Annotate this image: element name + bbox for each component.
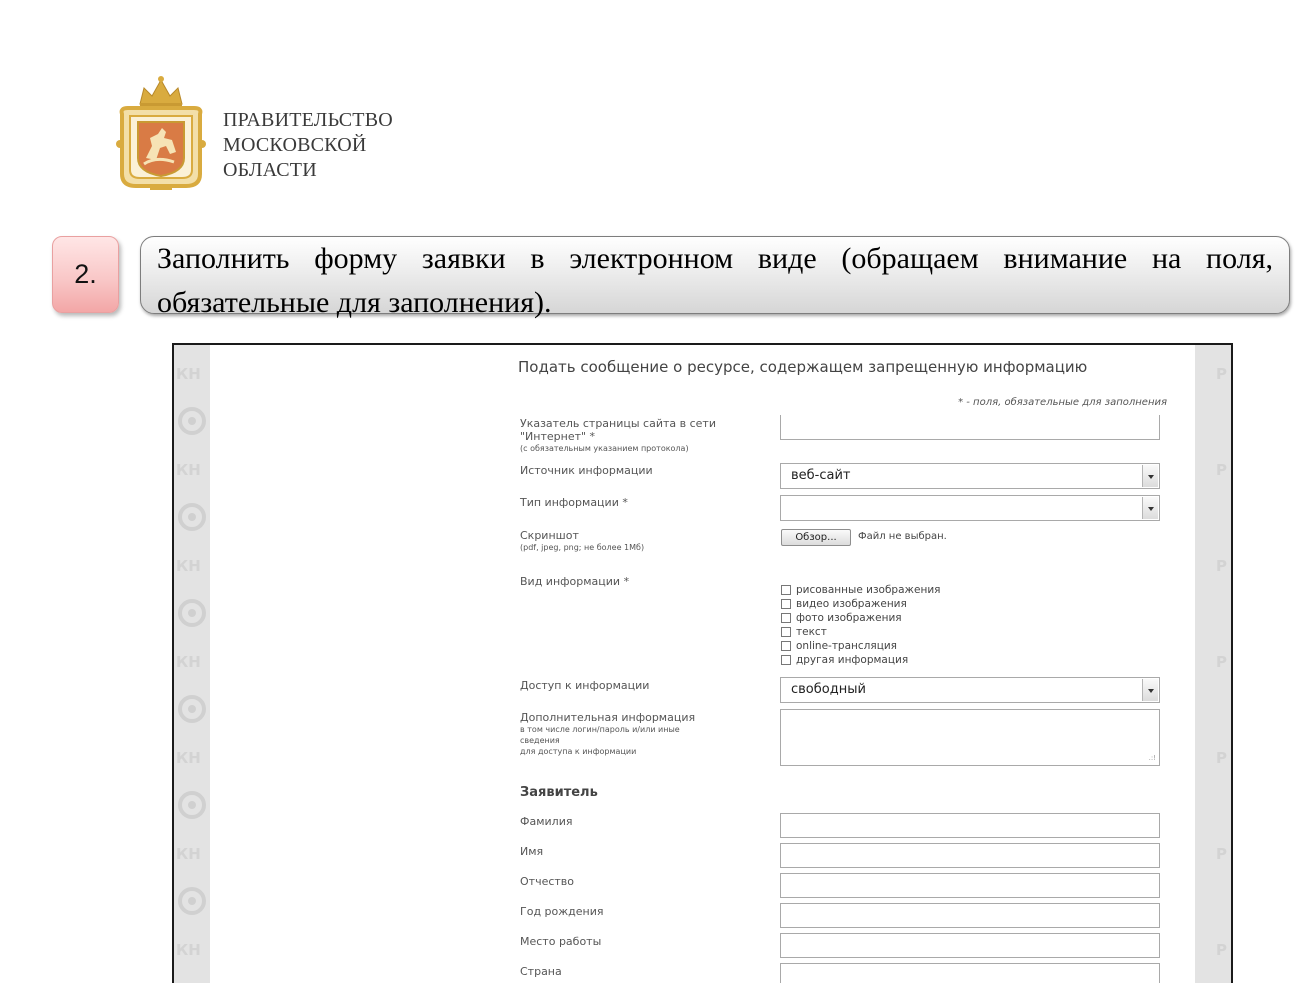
watermark-icon (178, 887, 206, 915)
workplace-label: Место работы (520, 935, 602, 948)
checkbox-label: рисованные изображения (796, 584, 941, 596)
watermark-icon (178, 599, 206, 627)
watermark-icon (178, 791, 206, 819)
type-label: Тип информации * (520, 496, 628, 509)
org-line-2: МОСКОВСКОЙ (223, 134, 367, 156)
workplace-input[interactable] (780, 933, 1160, 958)
type-select[interactable] (780, 495, 1160, 521)
checkbox-icon[interactable] (781, 641, 791, 651)
screenshot-hint: (pdf, jpeg, png; не более 1Мб) (520, 543, 645, 552)
organization-name (223, 108, 393, 183)
watermark-icon (178, 695, 206, 723)
resize-grip-icon[interactable]: .:! (1148, 754, 1156, 762)
checkbox-drawn-images[interactable] (781, 583, 940, 597)
patronymic-label: Отчество (520, 875, 575, 888)
screenshot-label-text: Скриншот (520, 529, 579, 542)
moscow-oblast-emblem-icon (116, 74, 206, 192)
extra-info-label-text: Дополнительная информация (520, 711, 696, 724)
form-title: Подать сообщение о ресурсе, содержащем запрещенную информацию (518, 358, 1088, 376)
extra-info-label (520, 711, 695, 757)
url-input[interactable] (780, 415, 1160, 440)
watermark-icon: P (1216, 653, 1227, 671)
chevron-down-icon[interactable] (1142, 679, 1158, 701)
browse-button[interactable]: Обзор... (781, 529, 851, 546)
watermark-icon: КН (176, 461, 201, 479)
surname-input[interactable] (780, 813, 1160, 838)
patronymic-input[interactable] (780, 873, 1160, 898)
watermark-icon (178, 407, 206, 435)
kind-checkbox-list (781, 583, 940, 667)
url-label-line1: Указатель страницы сайта в сети (520, 417, 716, 430)
watermark-icon: КН (176, 941, 201, 959)
step-instruction-box (140, 236, 1290, 319)
checkbox-icon[interactable] (781, 613, 791, 623)
watermark-icon: КН (176, 749, 201, 767)
access-select[interactable] (780, 677, 1160, 703)
watermark-icon: КН (176, 653, 201, 671)
access-select-value: свободный (791, 682, 866, 697)
checkbox-icon[interactable] (781, 627, 791, 637)
checkbox-label: online-трансляция (796, 640, 897, 652)
watermark-icon: КН (176, 365, 201, 383)
checkbox-text[interactable] (781, 625, 940, 639)
source-label: Источник информации (520, 464, 653, 477)
checkbox-video-images[interactable] (781, 597, 940, 611)
checkbox-photo-images[interactable] (781, 611, 940, 625)
watermark-icon: P (1216, 365, 1227, 383)
watermark-icon: P (1216, 557, 1227, 575)
kind-label: Вид информации * (520, 575, 630, 588)
checkbox-label: текст (796, 626, 827, 638)
screenshot-label (520, 529, 644, 553)
url-label-line2: "Интернет" * (520, 430, 596, 443)
checkbox-label: фото изображения (796, 612, 902, 624)
step-number-badge: 2. (52, 236, 119, 313)
watermark-icon: P (1216, 749, 1227, 767)
watermark-icon: КН (176, 845, 201, 863)
birth-year-label: Год рождения (520, 905, 604, 918)
watermark-icon: P (1216, 461, 1227, 479)
extra-info-hint-3: для доступа к информации (520, 747, 637, 756)
country-label: Страна (520, 965, 562, 978)
name-input[interactable] (780, 843, 1160, 868)
org-line-1: ПРАВИТЕЛЬСТВО (223, 109, 393, 131)
birth-year-input[interactable] (780, 903, 1160, 928)
name-label: Имя (520, 845, 544, 858)
surname-label: Фамилия (520, 815, 573, 828)
watermark-icon: P (1216, 941, 1227, 959)
chevron-down-icon[interactable] (1142, 497, 1158, 519)
checkbox-label: видео изображения (796, 598, 907, 610)
form-page (210, 345, 1195, 983)
file-status: Файл не выбран. (858, 531, 947, 542)
watermark-icon: КН (176, 557, 201, 575)
applicant-section-title: Заявитель (520, 785, 598, 800)
checkbox-label: другая информация (796, 654, 909, 666)
source-select[interactable] (780, 463, 1160, 489)
required-fields-note: * - поля, обязательные для заполнения (958, 397, 1167, 408)
checkbox-icon[interactable] (781, 599, 791, 609)
source-select-value: веб-сайт (791, 468, 851, 483)
country-input[interactable] (780, 963, 1160, 983)
step-instruction-text: Заполнить форму заявки в электронном виде (обращаем внимание на поля, обязательные для заполнения). (157, 242, 1273, 319)
url-label (520, 417, 716, 454)
checkbox-icon[interactable] (781, 585, 791, 595)
watermark-icon (178, 503, 206, 531)
checkbox-icon[interactable] (781, 655, 791, 665)
form-screenshot (172, 343, 1233, 983)
extra-info-hint-1: в том числе логин/пароль и/или иные (520, 725, 680, 734)
url-hint: (с обязательным указанием протокола) (520, 444, 689, 453)
org-line-3: ОБЛАСТИ (223, 159, 317, 181)
chevron-down-icon[interactable] (1142, 465, 1158, 487)
extra-info-textarea[interactable] (780, 709, 1160, 766)
checkbox-online-broadcast[interactable] (781, 639, 940, 653)
extra-info-hint-2: сведения (520, 736, 560, 745)
watermark-icon: P (1216, 845, 1227, 863)
checkbox-other-info[interactable] (781, 653, 940, 667)
access-label: Доступ к информации (520, 679, 650, 692)
